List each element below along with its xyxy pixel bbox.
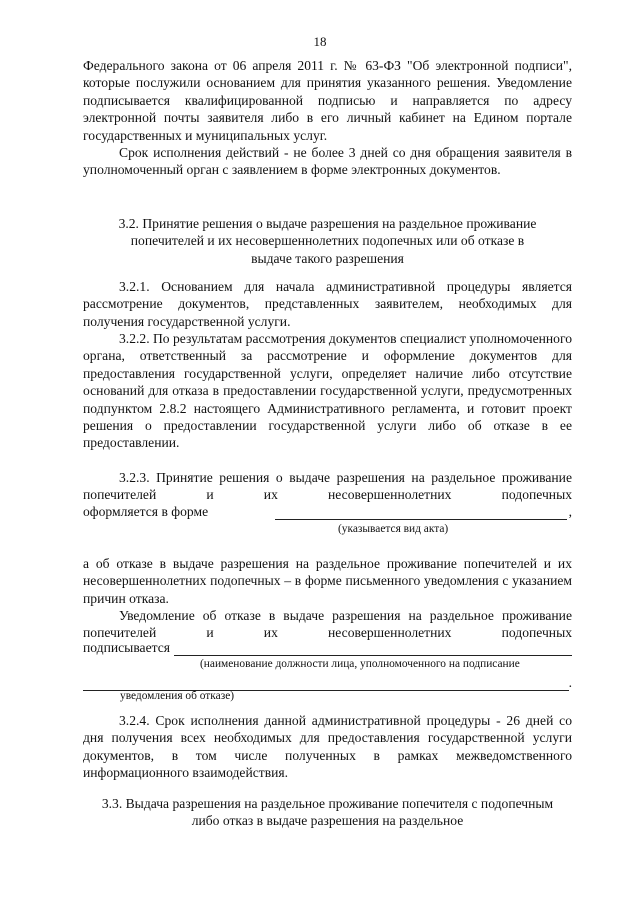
paragraph-3-2-2: 3.2.2. По результатам рассмотрения документов специалист уполномоченного органа, ответственный за рассмотрение и оформление документов для предоставления государственной услуги, определяет наличие либо отсутствие оснований для отказа в предоставлении государственной услуги, предусмотренных подпунктом 2.8.2 настоящего Административного регламента, и готовит проект решения о предоставлении государственной услуги либо об отказе в ее предоставлении. [83, 331, 573, 451]
section-heading-3-2: 3.2. Принятие решения о выдаче разрешения на раздельное проживание попечителей и их несовершеннолетних подопечных или об отказе в выдаче такого разрешения [118, 216, 537, 266]
blank-line-act [275, 505, 567, 520]
blank-line-signer [174, 641, 572, 656]
caption-position: (наименование должности лица, уполномоченного на подписание [200, 658, 520, 670]
form-line-act [83, 504, 572, 520]
form-label-act: оформляется в форме [83, 504, 209, 519]
paragraph-3-2-4: 3.2.4. Срок исполнения данной административной процедуры - 26 дней со дня получения всех необходимых для предоставления государственной услуги документов, в том числе полученных в рамках межведомственного информационного взаимодействия. [83, 713, 572, 781]
caption-notice-end: уведомления об отказе) [120, 690, 235, 702]
paragraph-refusal: а об отказе в выдаче разрешения на раздельное проживание попечителей и их несовершеннолетних подопечных – в форме письменного уведомления с указанием причин отказа. [83, 556, 572, 606]
paragraph-intro: Федерального закона от 06 апреля 2011 г. № 63-ФЗ "Об электронной подписи", которые послужили основанием для принятия указанного решения. Уведомление подписывается квалифицированной подписью и направляется по адресу электронной почты заявителя либо в его личный кабинет на Едином портале государственных и муниципальных услуг. [83, 58, 572, 143]
caption-act-type: (указывается вид акта) [338, 523, 449, 535]
page-number: 18 [313, 34, 327, 49]
blank-line-signer-2 [83, 676, 569, 691]
paragraph-3-2-1: 3.2.1. Основанием для начала административной процедуры является рассмотрение документов, представленных заявителем, необходимых для получения государственной услуги. [83, 279, 572, 329]
paragraph-3-2-3: 3.2.3. Принятие решения о выдаче разрешения на раздельное проживание попечителей и их несовершеннолетних подопечных [83, 470, 572, 503]
signed-label: подписывается [83, 640, 171, 655]
form-line-signer-2 [83, 675, 572, 691]
paragraph-term: Срок исполнения действий - не более 3 дней со дня обращения заявителя в уполномоченный орган с заявлением в форме электронных документов. [83, 145, 572, 178]
comma: , [568, 504, 572, 519]
form-line-signer [83, 640, 572, 656]
paragraph-notice: Уведомление об отказе в выдаче разрешения на раздельное проживание попечителей и их несовершеннолетних подопечных [83, 608, 572, 641]
section-heading-3-3: 3.3. Выдача разрешения на раздельное проживание попечителя с подопечным либо отказ в выдаче разрешения на раздельное [101, 796, 554, 829]
period: . [568, 675, 572, 690]
